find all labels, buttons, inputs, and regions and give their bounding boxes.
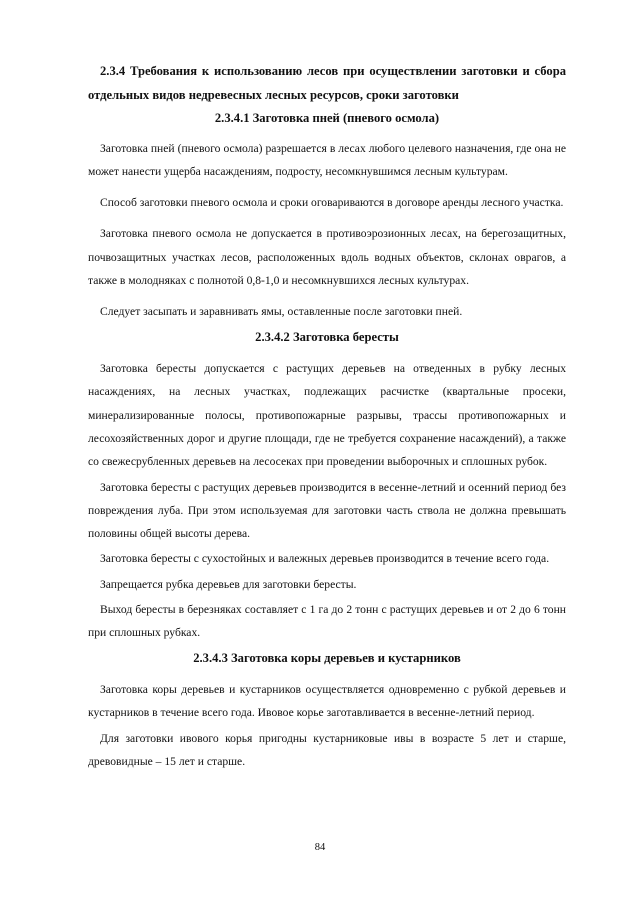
subsection-stump-harvesting <box>88 107 566 324</box>
paragraph: Способ заготовки пневого осмола и сроки оговариваются в договоре аренды лесного участка. <box>100 196 564 210</box>
paragraph: Заготовка пней (пневого осмола) разрешается в лесах любого целевого назначения, где она не может нанести ущерба насаждениям, подросту, несомкнувшимся лесным культурам. <box>88 141 566 178</box>
paragraph: Заготовка бересты допускается с растущих деревьев на отведенных в рубку лесных насаждениях, на лесных участках, подлежащих расчистке (квартальные просеки, минерализированные полосы, противопожарные разрывы, трассы противопожарных и лесохозяйственных дорог и другие площади, где не требуется сохранение насаждений), а также со свежесрубленных деревьев на лесосеках при проведении выборочных и сплошных рубок. <box>88 362 566 469</box>
page-number: 84 <box>314 842 326 853</box>
paragraph: Заготовка бересты с сухостойных и валежных деревьев производится в течение всего года. <box>100 552 550 566</box>
paragraph: Заготовка коры деревьев и кустарников осуществляется одновременно с рубкой деревьев и кустарников в течение всего года. Ивовое корье заготавливается в весенне-летний период. <box>88 683 566 720</box>
paragraph: Выход бересты в березняках составляет с 1 га до 2 тонн с растущих деревьев и от 2 до 6 тонн при сплошных рубках. <box>88 603 566 640</box>
document-page <box>88 60 566 773</box>
subsection-tree-bark <box>88 647 566 774</box>
paragraph: Следует засыпать и заравнивать ямы, оставленные после заготовки пней. <box>100 305 463 319</box>
section-title: 2.3.4 Требования к использованию лесов при осуществлении заготовки и сбора отдельных видов недревесных лесных ресурсов, сроки заготовки <box>88 64 566 102</box>
subsection-title: 2.3.4.3 Заготовка коры деревьев и кустарников <box>193 650 461 665</box>
paragraph: Для заготовки ивового корья пригодны кустарниковые ивы в возрасте 5 лет и старше, древовидные – 15 лет и старше. <box>88 731 566 769</box>
subsection-title: 2.3.4.2 Заготовка бересты <box>255 329 399 344</box>
paragraph: Запрещается рубка деревьев для заготовки бересты. <box>100 577 357 591</box>
subsection-birch-bark <box>88 326 566 645</box>
subsection-title: 2.3.4.1 Заготовка пней (пневого осмола) <box>214 111 440 125</box>
paragraph: Заготовка бересты с растущих деревьев производится в весенне-летний и осенний период без повреждения луба. При этом используемая для заготовки часть ствола не должна превышать половины общей высоты дерева. <box>88 480 566 541</box>
paragraph: Заготовка пневого осмола не допускается в противоэрозионных лесах, на берегозащитных, почвозащитных участках лесов, расположенных вдоль водных объектов, склонах оврагов, а также в молодняках с полнотой 0,8-1,0 и несомкнувшихся лесных культурах. <box>88 227 566 287</box>
